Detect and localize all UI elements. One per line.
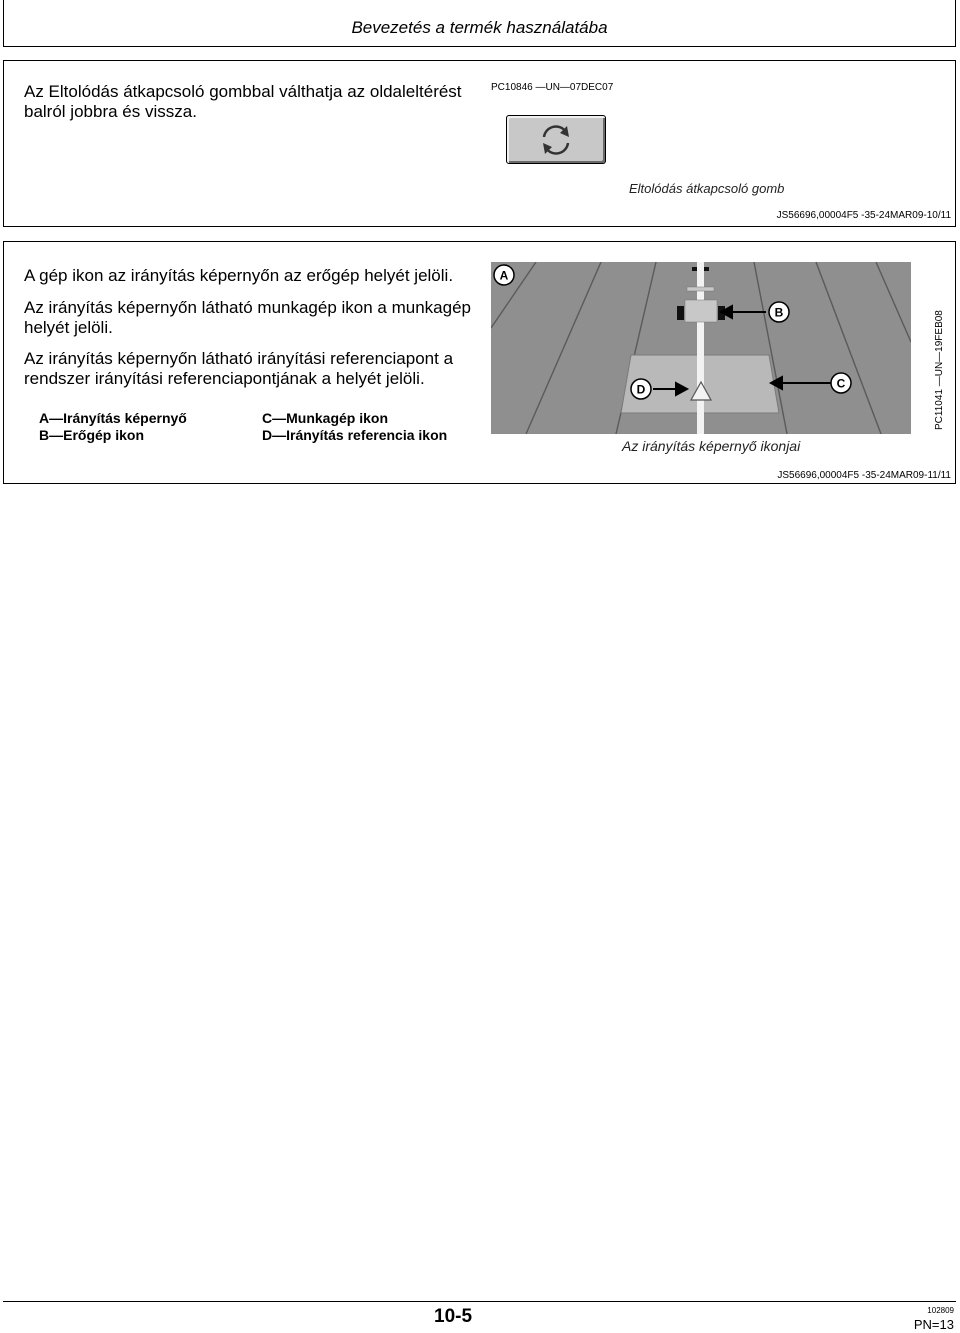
callout-c — [831, 373, 851, 393]
guidance-screen-illustration — [491, 262, 911, 434]
reference-code: JS56696,00004F5 -35-24MAR09-10/11 — [776, 210, 951, 221]
callout-c-label: C — [836, 376, 846, 391]
date-code: 102809 — [927, 1306, 954, 1315]
shift-toggle-description: Az Eltolódás átkapcsoló gombbal válthatja az oldaleltérést balról jobbra és vissza. — [24, 82, 462, 121]
guidance-icons-section — [3, 241, 956, 484]
figure-caption: Az irányítás képernyő ikonjai — [622, 438, 801, 454]
header-title: Bevezetés a termék használatába — [351, 18, 608, 37]
callout-a — [494, 265, 514, 285]
callout-d-label: D — [636, 382, 646, 397]
figure-code: PC10846 —UN—07DEC07 — [491, 82, 614, 93]
page-header — [3, 0, 956, 47]
legend-item-d: D—Irányítás referencia ikon — [262, 427, 448, 443]
figure-code: PC11041 —UN—19FEB08 — [934, 310, 945, 430]
footer-divider — [3, 1301, 956, 1302]
callout-d — [631, 379, 651, 399]
paragraph-vehicle-icon: A gép ikon az irányítás képernyőn az erőgép helyét jelöli. — [24, 266, 454, 285]
legend-item-b: B—Erőgép ikon — [39, 427, 145, 443]
rotate-arrows-icon — [537, 122, 575, 158]
paragraph-reference-point: Az irányítás képernyőn látható irányítási referenciapont a rendszer irányítási referenciapontjának a helyét jelöli. — [24, 349, 454, 388]
legend-right — [262, 410, 447, 444]
legend-item-a: A—Irányítás képernyő — [39, 410, 187, 426]
figure-caption: Eltolódás átkapcsoló gomb — [629, 181, 785, 196]
pn-label: PN=13 — [913, 1317, 954, 1332]
paragraph-implement-icon: Az irányítás képernyőn látható munkagép ikon a munkagép helyét jelöli. — [24, 298, 471, 337]
legend-left — [39, 410, 187, 444]
shift-toggle-button-illustration — [506, 115, 606, 164]
callout-b-label: B — [774, 305, 784, 320]
reference-code: JS56696,00004F5 -35-24MAR09-11/11 — [777, 470, 951, 481]
callout-a-label: A — [499, 268, 509, 283]
shift-toggle-section — [3, 60, 956, 227]
legend-item-c: C—Munkagép ikon — [262, 410, 389, 426]
page-number: 10-5 — [434, 1306, 473, 1327]
callout-b — [769, 302, 789, 322]
